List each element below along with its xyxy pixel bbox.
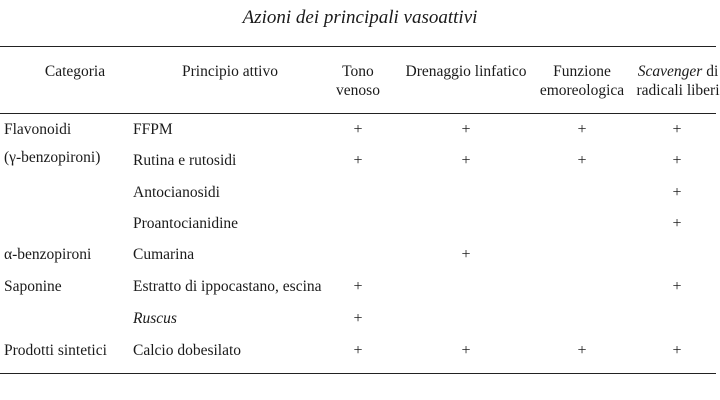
row-principio: FFPM [133, 121, 173, 138]
header-funzione-line2: emoreologica [539, 82, 625, 99]
mark-scavenger: + [672, 184, 682, 201]
mark-tono: + [353, 152, 363, 169]
header-funzione [532, 62, 632, 100]
row-principio: Calcio dobesilato [133, 342, 242, 359]
mark-funzione: + [577, 342, 587, 359]
row-principio: Antocianosidi [133, 184, 220, 201]
category-saponine: Saponine [4, 278, 62, 295]
mark-tono: + [353, 121, 363, 138]
header-principio: Principio attivo [181, 63, 278, 80]
mark-tono: + [353, 278, 363, 295]
header-tono-line1: Tono [342, 63, 374, 80]
mark-tono: + [353, 342, 363, 359]
mark-drenaggio: + [461, 246, 471, 263]
header-drenaggio: Drenaggio linfatico [405, 63, 527, 80]
header-scavenger-rest: di [702, 63, 719, 80]
table-title: Azioni dei principali vasoattivi [242, 7, 478, 28]
category-gamma-benzopironi: (γ-benzopironi) [4, 149, 101, 166]
mark-scavenger: + [672, 215, 682, 232]
row-principio: Cumarina [133, 246, 195, 263]
top-rule [0, 46, 716, 47]
row-principio: Estratto di ippocastano, escina [133, 278, 322, 295]
row-principio: Proantocianidine [133, 215, 239, 232]
mark-funzione: + [577, 121, 587, 138]
mark-drenaggio: + [461, 342, 471, 359]
header-scavenger [632, 62, 720, 100]
category-alfa-benzopironi: α-benzopironi [4, 246, 92, 263]
mark-drenaggio: + [461, 121, 471, 138]
header-tono-line2: venoso [336, 82, 380, 99]
header-rule [0, 113, 716, 114]
mark-drenaggio: + [461, 152, 471, 169]
category-flavonoidi: Flavonoidi [4, 121, 72, 138]
mark-scavenger: + [672, 278, 682, 295]
row-principio: Ruscus [133, 310, 177, 327]
mark-scavenger: + [672, 121, 682, 138]
category-prodotti-sintetici: Prodotti sintetici [4, 342, 107, 359]
mark-funzione: + [577, 152, 587, 169]
row-principio: Rutina e rutosidi [133, 152, 237, 169]
header-funzione-line1: Funzione [553, 63, 611, 80]
mark-scavenger: + [672, 152, 682, 169]
header-categoria: Categoria [44, 63, 106, 80]
header-scavenger-line1 [632, 62, 720, 81]
header-scavenger-italic: Scavenger [637, 63, 703, 80]
header-tono [318, 62, 398, 100]
header-scavenger-line2: radicali liberi [636, 82, 720, 99]
mark-tono: + [353, 310, 363, 327]
bottom-rule [0, 373, 716, 374]
mark-scavenger: + [672, 342, 682, 359]
